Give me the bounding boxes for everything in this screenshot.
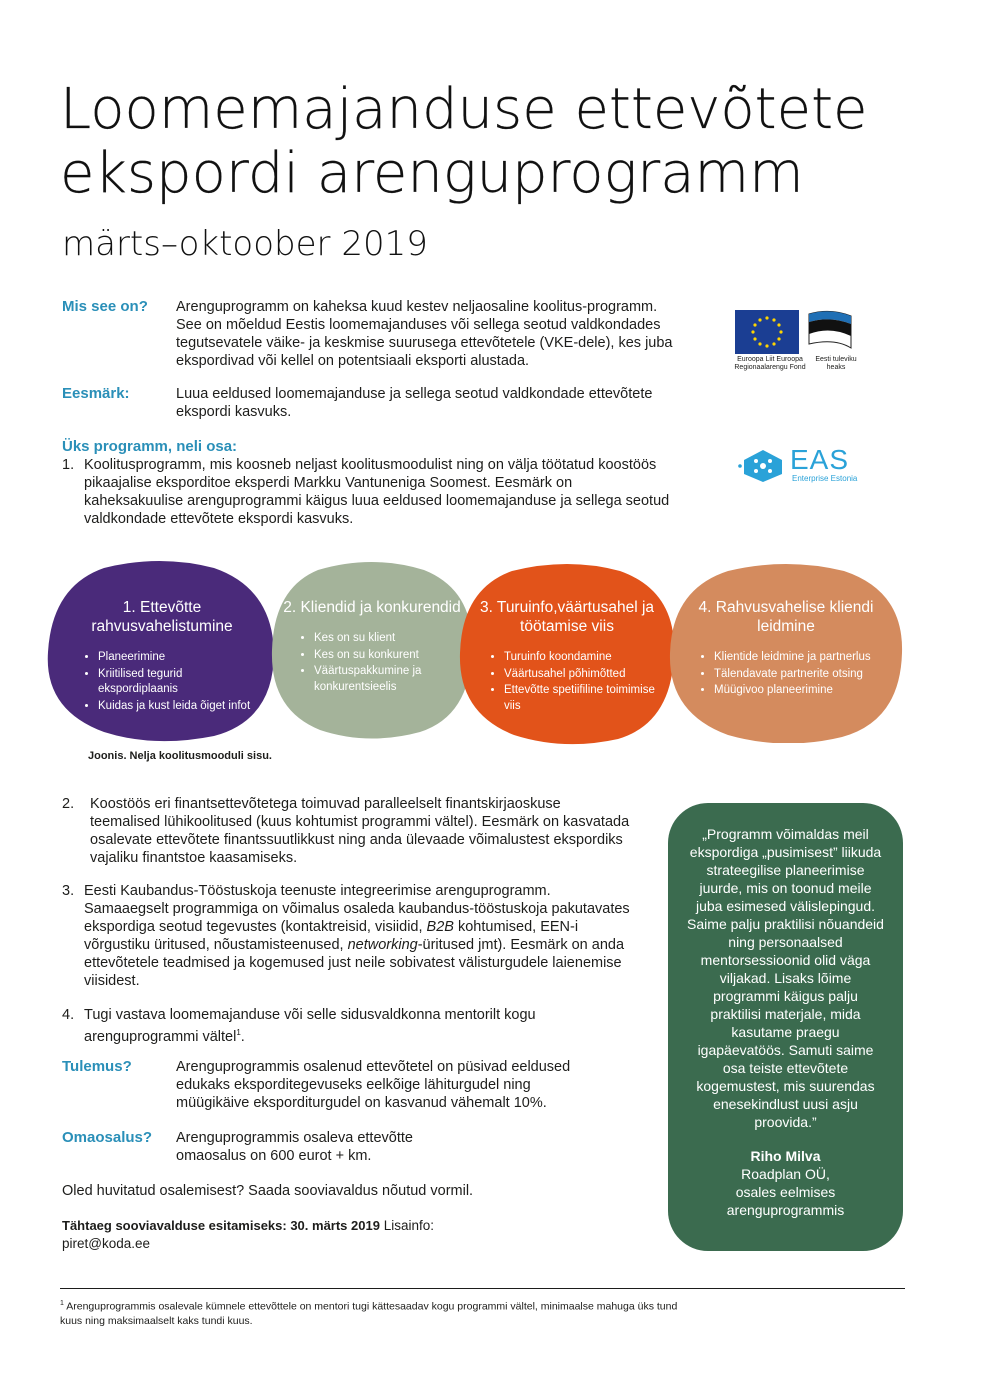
module-1-item: • Kuidas ja kust leida õiget infot: [98, 699, 260, 715]
testimonial-author: Riho Milva: [750, 1148, 821, 1164]
module-2: [268, 560, 476, 740]
contribution-text: Arenguprogrammis osaleva ettevõtte omaosalus on 600 eurot + km.: [176, 1130, 413, 1164]
list-number: 4.: [62, 1007, 75, 1023]
result-text: Arenguprogrammis osalenud ettevõtetel on püsivad eeldused edukaks eksporditegevuseks eelkõige lähiturgudel ning müügikäive eksporditurgudel on kasvanud vähemalt 10%.: [176, 1059, 571, 1111]
title-line-1: Loomemajanduse ettevõtete: [60, 77, 868, 142]
estonia-logo-text: Eesti tuleviku heaks: [815, 356, 857, 371]
module-3-item: • Väärtusahel põhimõtted: [504, 667, 664, 683]
list-number: 3.: [62, 883, 75, 899]
testimonial-org-1: Roadplan OÜ,: [741, 1166, 830, 1182]
list-text: Koolitusprogramm, mis koosneb neljast koolitusmoodulist ning on välja töötatud koostöös pikaajalise eksporditoe eksperdi Markku Vantuneniga Soomest. Eesmärk on kaheksakuulise arenguprogrammi käigus luua eeldused loomemajanduse ja sellega seotud valdkondade ettevõtete ekspordi kasvuks.: [84, 457, 670, 527]
footnote-number: 1: [60, 1300, 64, 1307]
list-number: 2.: [62, 796, 75, 812]
footnote-text: Arenguprogrammis osalevale kümnele ettevõttele on mentori tugi kättesaadav kogu programmi vältel, minimaalse mahuga üks tund kuus ning maksimaalselt kaks tundi kuus.: [60, 1300, 678, 1327]
list-number: 1.: [62, 457, 75, 473]
eu-flag-icon: [735, 310, 799, 354]
what-label: Mis see on?: [62, 298, 148, 315]
module-4-item: • Müügivoo planeerimine: [714, 683, 892, 699]
module-2-item: • Väärtuspakkumine ja konkurentsieelis: [314, 664, 464, 695]
page-subtitle: märts–oktoober 2019: [62, 224, 428, 264]
module-2-item: • Kes on su konkurent: [314, 648, 464, 664]
module-4-item: • Tälendavate partnerite otsing: [714, 667, 892, 683]
contribution-label: Omaosalus?: [62, 1129, 153, 1146]
module-4-title: 4. Rahvusvahelise kliendi leidmine: [698, 599, 874, 635]
module-2-title: 2. Kliendid ja konkurendid: [283, 599, 461, 616]
eu-logo-text: Euroopa Liit Euroopa Regionaalarengu Fond: [734, 356, 806, 371]
list-text: Koostöös eri finantsettevõtetega toimuvad paralleelselt finantskirjaoskuse teemalised lühikoolitused (kuus kohtumist programmi vältel). Eesmärk on kasvatada osalevate ettevõtete finantssuutlikkust ning anda ülevaade võimalustest ekspordiks vajaliku finantstoe kaasamiseks.: [90, 796, 630, 866]
call-to-action: Oled huvitatud osalemisest? Saada sooviavaldus nõutud vormil.: [62, 1183, 474, 1199]
module-1-item: • Planeerimine: [98, 650, 260, 666]
testimonial-org-2: osales eelmises: [735, 1184, 836, 1200]
list-text: Tugi vastava loomemajanduse või selle sidusvaldkonna mentorilt kogu arenguprogrammi vältel$^1$.: [84, 1007, 536, 1045]
module-1: [44, 560, 276, 742]
list-item-1: [62, 456, 674, 528]
what-text: Arenguprogramm on kaheksa kuud kestev neljaosaline koolitus-programm. See on mõeldud Eestis loomemajanduses või sellega seotud valdkondades tegutsevatele väike- ja keskmise suurusega ettevõtetele (VKE-dele), kes juba ekspordivad või kellel on potentsiaali eksporti alustada.: [176, 299, 673, 369]
module-3-item: • Turuinfo koondamine: [504, 650, 664, 666]
list-item-4: [62, 1006, 634, 1046]
module-4-item: • Klientide leidmine ja partnerlus: [714, 650, 892, 666]
list-text: Eesti Kaubandus-Tööstuskoja teenuste integreerimise arenguprogramm. Samaaegselt programmiga on võimalus osaleda kaubandus-tööstuskoja pakutavates ekspordiga seotud tegevustes (kontaktreisid, visiidid, B2B kohtumised, EEN-i võrgustiku üritused, nõustamisteenused, networking-üritused jmt). Eesmärk on anda ettevõtetele teadmised ja kogemused just neile sobivatest välisturgudele laienemise viisidest.: [84, 883, 630, 989]
module-3-title: 3. Turuinfo,väärtusahel ja töötamise viis: [479, 599, 655, 635]
list-item-2: [62, 795, 634, 867]
deadline: Tähtaeg sooviavalduse esitamiseks: 30. märts 2019 Lisainfo: piret@koda.ee: [62, 1218, 434, 1251]
goal-label: Eesmärk:: [62, 385, 130, 402]
footnote-divider: [60, 1288, 905, 1289]
module-4: [666, 563, 906, 743]
goal-text: Luua eeldused loomemajanduse ja sellega seotud valdkondade ettevõtete ekspordi kasvuks.: [176, 386, 653, 420]
module-1-title: 1. Ettevõtte rahvusvahelistumine: [91, 599, 233, 635]
eas-snowflake-icon: [738, 448, 788, 484]
module-3-item: • Ettevõtte spetiifiline toimimise viis: [504, 683, 664, 714]
estonian-flag-icon: [805, 308, 855, 354]
figure-caption: Joonis. Nelja koolitusmooduli sisu.: [88, 750, 272, 762]
module-3: [456, 563, 678, 745]
list-item-3: [62, 882, 634, 990]
testimonial-org-3: arenguprogrammis: [726, 1202, 845, 1218]
eas-logo-name: EAS: [790, 444, 850, 475]
page-title: [60, 78, 868, 206]
parts-label: Üks programm, neli osa:: [62, 438, 238, 455]
testimonial-text: „Programm võimaldas meil ekspordiga „pusimisest” liikuda strateegilise planeerimise juurde, mis on toonud meile juba esimesed välislepingud. Saime palju praktilisi nõuandeid ning personaalsed mentorsessioonid olid väga viljakad. Lisaks lõime programmi käigus palju praktilisi materjale, mida kasutame praegu igapäevatöös. Samuti saime osa teiste ettevõtete kogemustest, mis suurendas enesekindlust uusi asju proovida.”: [687, 826, 884, 1130]
module-2-item: • Kes on su klient: [314, 631, 464, 647]
eas-logo-sub: Enterprise Estonia: [792, 474, 858, 483]
module-1-item: • Kriitilised tegurid ekspordiplaanis: [98, 667, 260, 698]
testimonial-box: [668, 803, 903, 1251]
contact-email[interactable]: piret@koda.ee: [62, 1236, 151, 1251]
result-label: Tulemus?: [62, 1058, 132, 1075]
title-line-2: ekspordi arenguprogramm: [60, 141, 804, 206]
footnote: [60, 1297, 680, 1328]
